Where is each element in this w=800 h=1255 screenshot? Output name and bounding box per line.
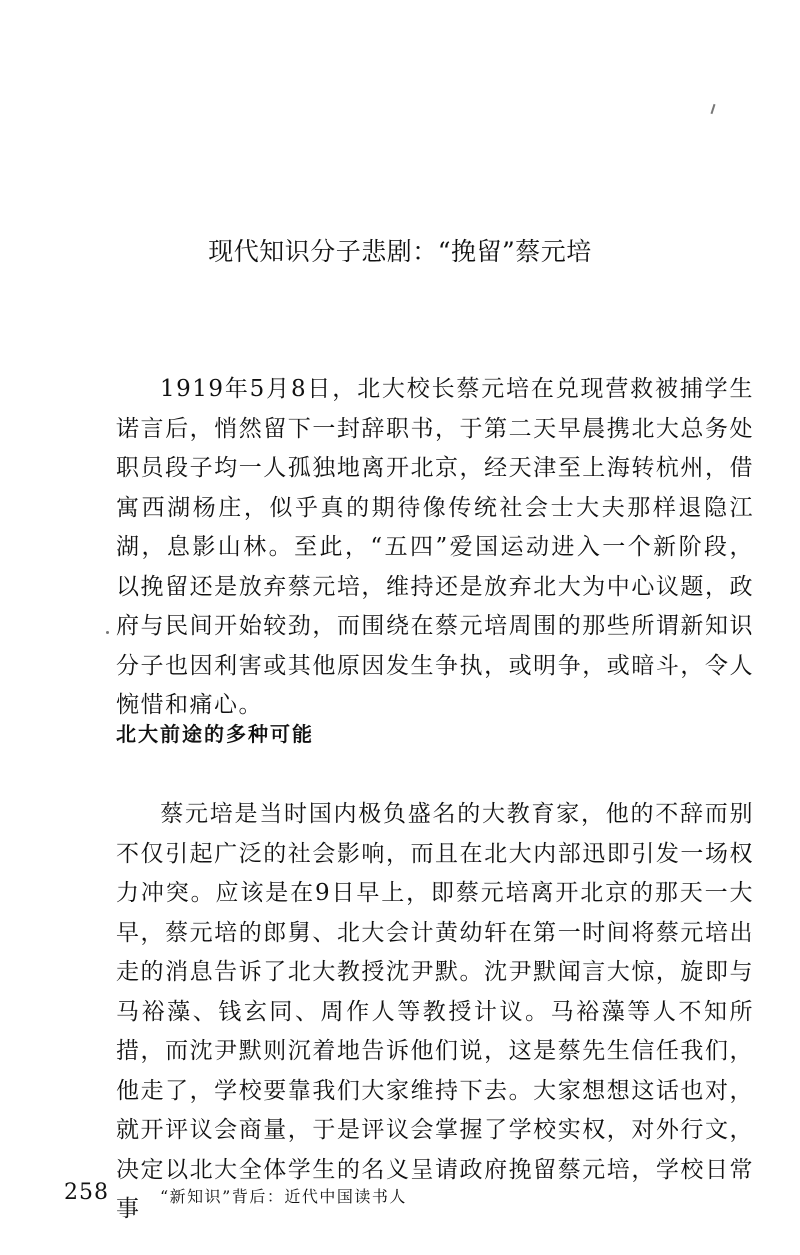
- paragraph: [116, 795, 754, 1230]
- scan-dot: [106, 631, 109, 634]
- page-footer: [64, 1180, 704, 1206]
- paragraph: [116, 370, 754, 726]
- chapter-title: 现代知识分子悲剧：“挽留”蔡元培: [208, 237, 592, 266]
- section-heading: 北大前途的多种可能: [116, 722, 314, 746]
- paragraph-text: 1919年5月8日，北大校长蔡元培在兑现营救被捕学生诺言后，悄然留下一封辞职书，于第二天早晨携北大总务处职员段子均一人孤独地离开北京，经天津至上海转杭州，借寓西湖杨庄，似乎真的期待像传统社会士大夫那样退隐江湖，息影山林。至此，“五四”爱国运动进入一个新阶段，以挽留还是放弃蔡元培，维持还是放弃北大为中心议题，政府与民间开始较劲，而围绕在蔡元培周围的那些所谓新知识分子也因利害或其他原因发生争执，或明争，或暗斗，令人惋惜和痛心。: [116, 376, 754, 718]
- paragraph-text: 蔡元培是当时国内极负盛名的大教育家，他的不辞而别不仅引起广泛的社会影响，而且在北大内部迅即引发一场权力冲突。应该是在9日早上，即蔡元培离开北京的那天一大早，蔡元培的郎舅、北大会计黄幼轩在第一时间将蔡元培出走的消息告诉了北大教授沈尹默。沈尹默闻言大惊，旋即与马裕藻、钱玄同、周作人等教授计议。马裕藻等人不知所措，而沈尹默则沉着地告诉他们说，这是蔡先生信任我们，他走了，学校要靠我们大家维持下去。大家想想这话也对，就开评议会商量，于是评议会掌握了学校实权，对外行文，决定以北大全体学生的名义呈请政府挽留蔡元培，学校日常事: [116, 801, 754, 1222]
- page-number: 258: [64, 1180, 109, 1205]
- running-title: “新知识”背后：近代中国读书人: [160, 1187, 407, 1206]
- scan-mark: [711, 104, 716, 114]
